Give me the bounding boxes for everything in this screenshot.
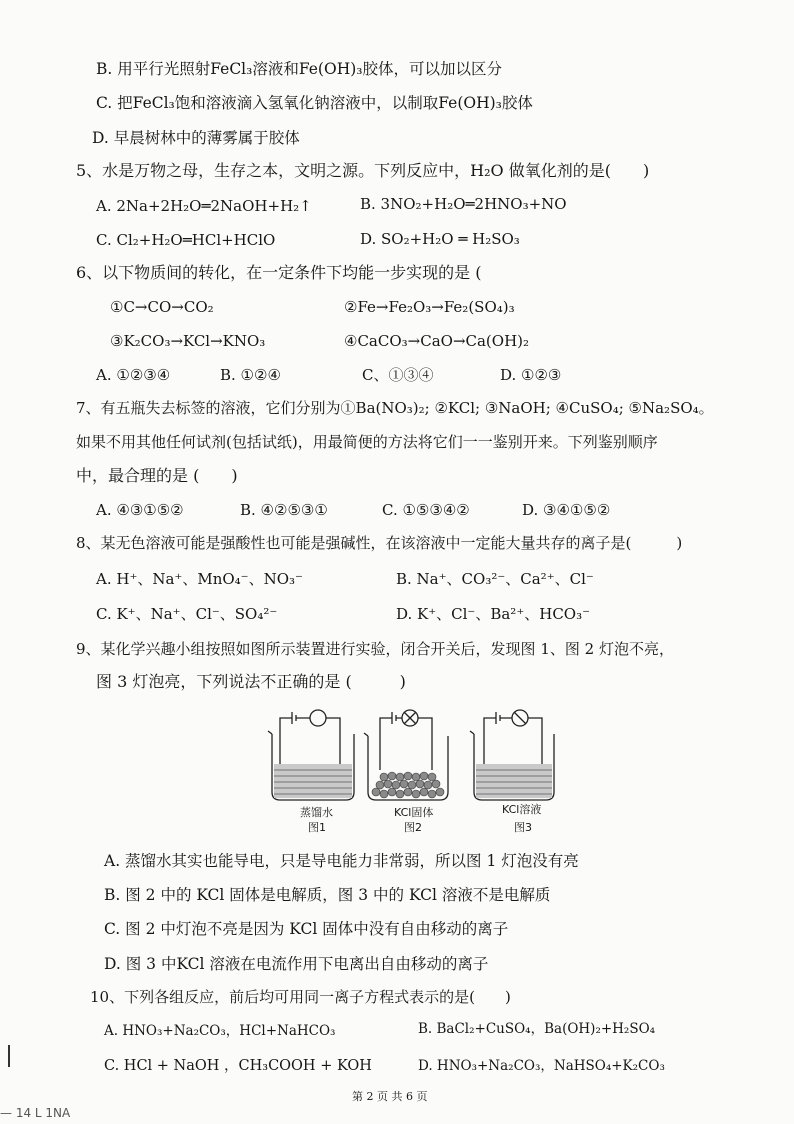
- q7-stem-line1: 7、有五瓶失去标签的溶液，它们分别为①Ba(NO₃)₂; ②KCl; ③NaOH; ④CuSO₄; ⑤Na₂SO₄。: [76, 399, 714, 417]
- q8-stem: 8、某无色溶液可能是强酸性也可能是强碱性，在该溶液中一定能大量共存的离子是( ): [76, 534, 683, 552]
- circuit-figure: [262, 706, 562, 836]
- q7-option-a: A. ④③①⑤②: [96, 501, 184, 519]
- fig2-caption: KCl固体: [394, 806, 434, 819]
- q8-option-c: C. K⁺、Na⁺、Cl⁻、SO₄²⁻: [96, 605, 278, 623]
- q9-option-d: D. 图 3 中KCl 溶液在电流作用下电离出自由移动的离子: [104, 955, 489, 973]
- q7-option-c: C. ①⑤③④②: [382, 501, 470, 519]
- q6-item-1: ①C→CO→CO₂: [110, 298, 214, 316]
- q6-stem: 6、以下物质间的转化，在一定条件下均能一步实现的是 (: [76, 263, 482, 282]
- fig2-label: 图2: [404, 821, 422, 834]
- q10-option-c: C. HCl + NaOH ，CH₃COOH + KOH: [104, 1058, 372, 1074]
- margin-mark: [8, 1045, 10, 1067]
- q9-stem-line1: 9、某化学兴趣小组按照如图所示装置进行实验，闭合开关后，发现图 1、图 2 灯泡不亮，: [76, 640, 674, 658]
- q6-item-3: ③K₂CO₃→KCl→KNO₃: [110, 332, 266, 350]
- page-footer: 第 2 页 共 6 页: [352, 1090, 428, 1103]
- q5-option-c: C. Cl₂+H₂O═HCl+HClO: [96, 231, 276, 249]
- q8-option-d: D. K⁺、Cl⁻、Ba²⁺、HCO₃⁻: [396, 605, 591, 623]
- liquid-3: [476, 764, 552, 798]
- q10-option-d: D. HNO₃+Na₂CO₃，NaHSO₄+K₂CO₃: [418, 1058, 665, 1074]
- q8-option-b: B. Na⁺、CO₃²⁻、Ca²⁺、Cl⁻: [396, 570, 594, 588]
- liquid-1: [274, 764, 352, 798]
- circuit-diagrams: [262, 706, 562, 806]
- fig3-label: 图3: [514, 821, 532, 834]
- q6-item-2: ②Fe→Fe₂O₃→Fe₂(SO₄)₃: [344, 298, 515, 316]
- q9-stem-line2: 图 3 灯泡亮，下列说法不正确的是 ( ): [96, 672, 406, 691]
- q5-stem: 5、水是万物之母，生存之本，文明之源。下列反应中，H₂O 做氧化剂的是( ): [76, 161, 650, 180]
- q4-option-c: C. 把FeCl₃饱和溶液滴入氢氧化钠溶液中，以制取Fe(OH)₃胶体: [96, 94, 533, 112]
- q4-option-d: D. 早晨树林中的薄雾属于胶体: [92, 129, 300, 147]
- solid-2: [372, 772, 444, 798]
- fig1-label: 图1: [308, 821, 326, 834]
- q7-option-d: D. ③④①⑤②: [522, 501, 611, 519]
- bottom-mark: — 14 L 1NA: [0, 1106, 71, 1120]
- q5-option-b: B. 3NO₂+H₂O═2HNO₃+NO: [360, 195, 567, 213]
- q5-option-d: D. SO₂+H₂O ═ H₂SO₃: [360, 230, 520, 248]
- q6-option-a: A. ①②③④: [96, 366, 171, 384]
- q10-option-b: B. BaCl₂+CuSO₄，Ba(OH)₂+H₂SO₄: [418, 1021, 656, 1037]
- q5-option-a: A. 2Na+2H₂O═2NaOH+H₂↑: [96, 197, 312, 215]
- q9-option-a: A. 蒸馏水其实也能导电，只是导电能力非常弱，所以图 1 灯泡没有亮: [104, 852, 579, 870]
- q6-option-b: B. ①②④: [220, 366, 281, 384]
- q10-option-a: A. HNO₃+Na₂CO₃，HCl+NaHCO₃: [104, 1023, 336, 1039]
- q10-stem: 10、下列各组反应，前后均可用同一离子方程式表示的是( ): [90, 988, 511, 1006]
- q7-stem-line2: 如果不用其他任何试剂(包括试纸)，用最简便的方法将它们一一鉴别开来。下列鉴别顺序: [76, 433, 658, 451]
- q6-option-c: C、①③④: [362, 366, 434, 384]
- q6-item-4: ④CaCO₃→CaO→Ca(OH)₂: [344, 332, 530, 350]
- q6-option-d: D. ①②③: [500, 366, 562, 384]
- q7-option-b: B. ④②⑤③①: [240, 501, 328, 519]
- q9-option-c: C. 图 2 中灯泡不亮是因为 KCl 固体中没有自由移动的离子: [104, 920, 509, 938]
- q4-option-b: B. 用平行光照射FeCl₃溶液和Fe(OH)₃胶体，可以加以区分: [96, 60, 502, 78]
- q9-option-b: B. 图 2 中的 KCl 固体是电解质，图 3 中的 KCl 溶液不是电解质: [104, 886, 551, 904]
- fig1-caption: 蒸馏水: [300, 806, 333, 819]
- q8-option-a: A. H⁺、Na⁺、MnO₄⁻、NO₃⁻: [96, 570, 303, 588]
- fig3-caption: KCl溶液: [502, 803, 542, 816]
- q7-stem-line3: 中，最合理的是 ( ): [76, 466, 238, 485]
